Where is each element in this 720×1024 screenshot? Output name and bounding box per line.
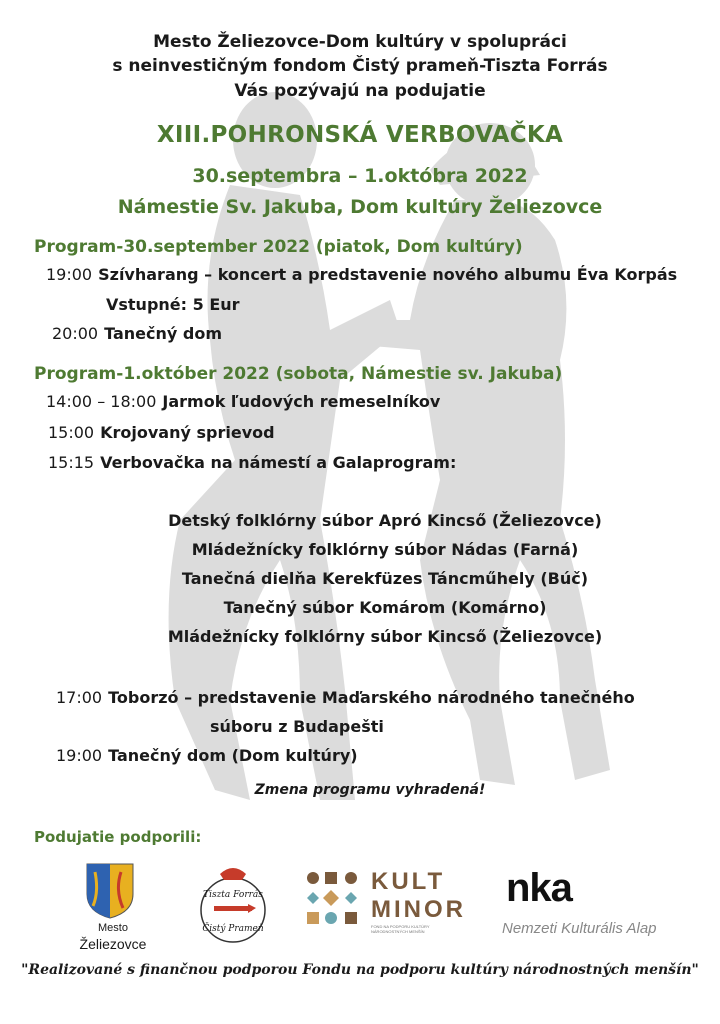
item-text: Vstupné: 5 Eur — [106, 295, 240, 314]
intro-line-2: s neinvestičným fondom Čistý prameň-Tiszta Forrás — [112, 56, 608, 76]
day1-item — [106, 295, 240, 314]
later-item — [56, 688, 635, 707]
kult-minor-small-text: FOND NA PODPORU KULTÚRY NÁRODNOSTNÝCH MENŠÍN — [371, 924, 430, 934]
nka-logo — [500, 866, 690, 944]
kult-minor-logo — [305, 868, 470, 946]
item-text: Krojovaný sprievod — [100, 423, 275, 442]
item-time: 19:00 — [56, 746, 103, 765]
item-time: 15:15 — [48, 453, 95, 472]
event-venue: Námestie Sv. Jakuba, Dom kultúry Želiezovce — [117, 196, 603, 218]
footer-funding-note: "Realizované s finančnou podporou Fondu na podporu kultúry národnostných menšín" — [21, 962, 699, 978]
later-item — [210, 717, 384, 736]
kult-label: KULT — [371, 868, 446, 895]
day1-item — [46, 265, 677, 284]
tiszta-forras-logo — [198, 862, 268, 958]
item-time: 14:00 – 18:00 — [46, 392, 157, 411]
nka-mark: nka — [506, 866, 572, 910]
zeliezovce-label: Želiezovce — [79, 936, 147, 952]
item-text: Verbovačka na námestí a Galaprogram: — [100, 453, 457, 472]
event-dates: 30.septembra – 1.októbra 2022 — [192, 165, 528, 187]
item-text: Tanečný dom — [104, 324, 222, 343]
day1-heading: Program-30.september 2022 (piatok, Dom kultúry) — [34, 237, 523, 257]
tiszta-forras-emblem-icon — [198, 862, 268, 958]
intro-line-3: Vás pozývajú na podujatie — [234, 81, 486, 101]
coat-of-arms-icon — [85, 862, 135, 920]
ensemble-item: Tanečná dielňa Kerekfüzes Táncműhely (Búč) — [181, 569, 589, 588]
ensemble-item: Mládežnícky folklórny súbor Kincső (Želiezovce) — [167, 627, 603, 646]
kult-minor-pattern-icon — [305, 868, 363, 938]
item-time: 15:00 — [48, 423, 95, 442]
ensemble-item: Mládežnícky folklórny súbor Nádas (Farná) — [191, 540, 579, 559]
day2-item — [48, 423, 275, 442]
program-note: Zmena programu vyhradená! — [254, 782, 486, 798]
cisty-pramen-label: Čistý Prameň — [202, 924, 264, 934]
intro-line-1: Mesto Želiezovce-Dom kultúry v spolupráci — [153, 32, 567, 52]
item-text: Jarmok ľudových remeselníkov — [162, 392, 441, 411]
day2-heading: Program-1.október 2022 (sobota, Námestie sv. Jakuba) — [34, 364, 563, 384]
ensemble-item: Detský folklórny súbor Apró Kincső (Želiezovce) — [168, 511, 602, 530]
item-time: 19:00 — [46, 265, 93, 284]
item-time: 17:00 — [56, 688, 103, 707]
item-text: Tanečný dom (Dom kultúry) — [108, 746, 358, 765]
minor-label: MINOR — [371, 896, 466, 923]
day1-item — [52, 324, 222, 343]
item-text: Toborzó – predstavenie Maďarského národného tanečného — [108, 688, 635, 707]
item-text: Szívharang – koncert a predstavenie nového albumu Éva Korpás — [98, 265, 678, 284]
item-time: 20:00 — [52, 324, 99, 343]
tiszta-forras-label: Tiszta Forrás — [203, 890, 263, 900]
day2-item — [46, 392, 440, 411]
event-title: XIII.POHRONSKÁ VERBOVAČKA — [156, 122, 564, 148]
supporters-label: Podujatie podporili: — [34, 828, 202, 846]
day2-item — [48, 453, 456, 472]
nka-name-label: Nemzeti Kulturális Alap — [502, 920, 657, 937]
later-item — [56, 746, 358, 765]
mesto-zeliezovce-logo — [78, 862, 148, 958]
mesto-label: Mesto — [98, 922, 128, 934]
item-text: súboru z Budapešti — [210, 717, 384, 736]
ensemble-item: Tanečný súbor Komárom (Komárno) — [223, 598, 547, 617]
